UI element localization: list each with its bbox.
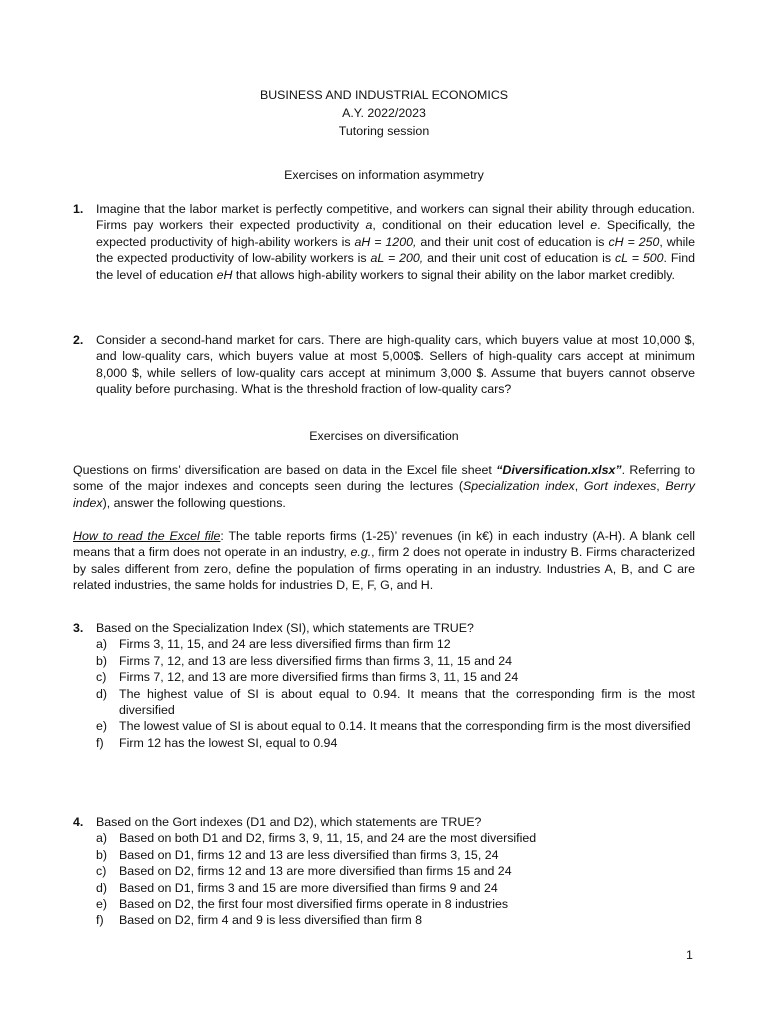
text-run: ), answer the following questions.: [102, 495, 286, 510]
symbol-a: a: [365, 218, 373, 233]
option-letter: e): [96, 719, 108, 734]
option-text: Firm 12 has the lowest SI, equal to 0.94: [119, 735, 338, 750]
option-text: Firms 3, 11, 15, and 24 are less diversified firms than firm 12: [119, 637, 451, 652]
question-1: [73, 201, 695, 283]
academic-year: A.Y. 2022/2023: [342, 106, 426, 120]
option-letter: a): [96, 637, 108, 652]
option-item: [96, 718, 695, 734]
option-letter: b): [96, 653, 108, 668]
option-item: [96, 735, 695, 751]
how-to-read-paragraph: [73, 528, 695, 594]
section-title-diversification: Exercises on diversification: [309, 429, 459, 443]
option-letter: c): [96, 864, 107, 879]
text-run: . Specifically, the expected productivity of high-ability workers is: [96, 218, 695, 249]
session-title: Tutoring session: [338, 124, 430, 138]
option-item: [96, 863, 695, 879]
question-4: [73, 814, 695, 929]
question-3: [73, 620, 695, 751]
option-letter: f): [96, 735, 104, 750]
section-title-information-asymmetry: Exercises on information asymmetry: [284, 168, 484, 182]
text-run: Questions on firms’ diversification are based on data in the Excel file sheet: [73, 463, 497, 477]
document-header: [0, 86, 768, 140]
option-letter: d): [96, 686, 108, 701]
symbol-e: e: [590, 218, 598, 233]
page-number: 1: [686, 948, 693, 962]
excel-file-name: “Diversification.xlsx”: [496, 463, 622, 477]
option-text: Based on D2, firm 4 and 9 is less diversified than firm 8: [119, 913, 423, 928]
option-text: Based on D1, firms 12 and 13 are less diversified than firms 3, 15, 24: [119, 847, 499, 862]
option-letter: e): [96, 897, 108, 912]
option-text: The lowest value of SI is about equal to 0.14. It means that the corresponding firm is the most diversified: [119, 719, 691, 734]
question-number: 4.: [73, 815, 84, 829]
gort-indexes-term: Gort indexes: [583, 479, 657, 494]
symbol-aH: aH = 1200,: [354, 234, 417, 249]
option-item: [96, 653, 695, 669]
text-run: e.g.: [350, 545, 372, 560]
option-letter: f): [96, 913, 104, 928]
option-list: [96, 636, 695, 751]
text-run: . Find the level of education: [96, 251, 695, 282]
option-item: [96, 636, 695, 652]
option-letter: b): [96, 847, 108, 862]
diversification-intro: [73, 462, 695, 511]
option-text: Based on D2, the first four most diversified firms operate in 8 industries: [119, 897, 509, 912]
question-text: Based on the Specialization Index (SI), which statements are TRUE?: [96, 621, 474, 635]
text-run: , conditional on their education level: [372, 218, 591, 233]
text-run: , firm 2 does not operate in industry B. Firms characterized by sales different from zero, define the population of firms operating in an industry. Industries A, B, and C are related industries, the same holds for industries D, E, F, G, and H.: [73, 545, 695, 593]
question-text: Based on the Gort indexes (D1 and D2), which statements are TRUE?: [96, 815, 482, 829]
question-number: 1.: [73, 202, 84, 216]
text-run: , while the expected productivity of low-ability workers is: [96, 234, 695, 266]
option-item: [96, 880, 695, 896]
option-text: Firms 7, 12, and 13 are more diversified firms than firms 3, 11, 15 and 24: [119, 670, 519, 685]
option-list: [96, 830, 695, 928]
option-text: The highest value of SI is about equal to 0.94. It means that the corresponding firm is the most diversified: [119, 686, 695, 718]
how-to-read-label: How to read the Excel file: [73, 529, 221, 543]
option-item: [96, 912, 695, 928]
question-text: Consider a second-hand market for cars. There are high-quality cars, which buyers value at most 10,000 $, and low-quality cars, which buyers value at most 5,000$. Sellers of high-quality cars accept at minimum 8,000 $, while sellers of low-quality cars accept at minimum 3,000 $. Assume that buyers cannot observe quality before purchasing. What is the threshold fraction of low-quality cars?: [96, 333, 695, 397]
option-item: [96, 686, 695, 719]
course-title: BUSINESS AND INDUSTRIAL ECONOMICS: [259, 88, 509, 102]
option-item: [96, 847, 695, 863]
option-item: [96, 896, 695, 912]
option-item: [96, 830, 695, 846]
text-run: : The table reports firms (1-25)’ revenues (in k€) in each industry (A-H). A blank cell means that a firm does not operate in an industry,: [73, 529, 695, 560]
text-run: and their unit cost of education is: [416, 234, 609, 249]
option-text: Based on D2, firms 12 and 13 are more diversified than firms 15 and 24: [119, 864, 512, 879]
question-2: [73, 332, 695, 398]
specialization-index-term: Specialization index: [463, 479, 575, 494]
symbol-cH: cH = 250: [608, 234, 660, 249]
question-number: 3.: [73, 621, 84, 635]
symbol-eH: eH: [216, 267, 233, 282]
text-run: ,: [656, 479, 666, 494]
question-number: 2.: [73, 333, 84, 347]
option-letter: d): [96, 880, 108, 895]
berry-index-term: Berry index: [73, 479, 695, 510]
question-text: [96, 201, 695, 283]
option-text: Based on both D1 and D2, firms 3, 9, 11, 15, and 24 are the most diversified: [119, 831, 537, 846]
text-run: Imagine that the labor market is perfectly competitive, and workers can signal their ability through education. Firms pay workers their expected productivity: [96, 202, 695, 233]
text-run: and their unit cost of education is: [423, 251, 615, 266]
symbol-cL: cL = 500: [614, 251, 664, 266]
text-run: that allows high-ability workers to signal their ability on the labor market credibly.: [232, 267, 675, 282]
option-item: [96, 669, 695, 685]
text-run: . Referring to some of the major indexes and concepts seen during the lectures (: [73, 463, 696, 494]
text-run: ,: [574, 479, 584, 494]
symbol-aL: aL = 200,: [370, 251, 424, 266]
option-letter: c): [96, 670, 107, 685]
option-text: Firms 7, 12, and 13 are less diversified firms than firms 3, 11, 15 and 24: [119, 653, 513, 668]
option-letter: a): [96, 831, 108, 846]
option-text: Based on D1, firms 3 and 15 are more diversified than firms 9 and 24: [119, 880, 498, 895]
